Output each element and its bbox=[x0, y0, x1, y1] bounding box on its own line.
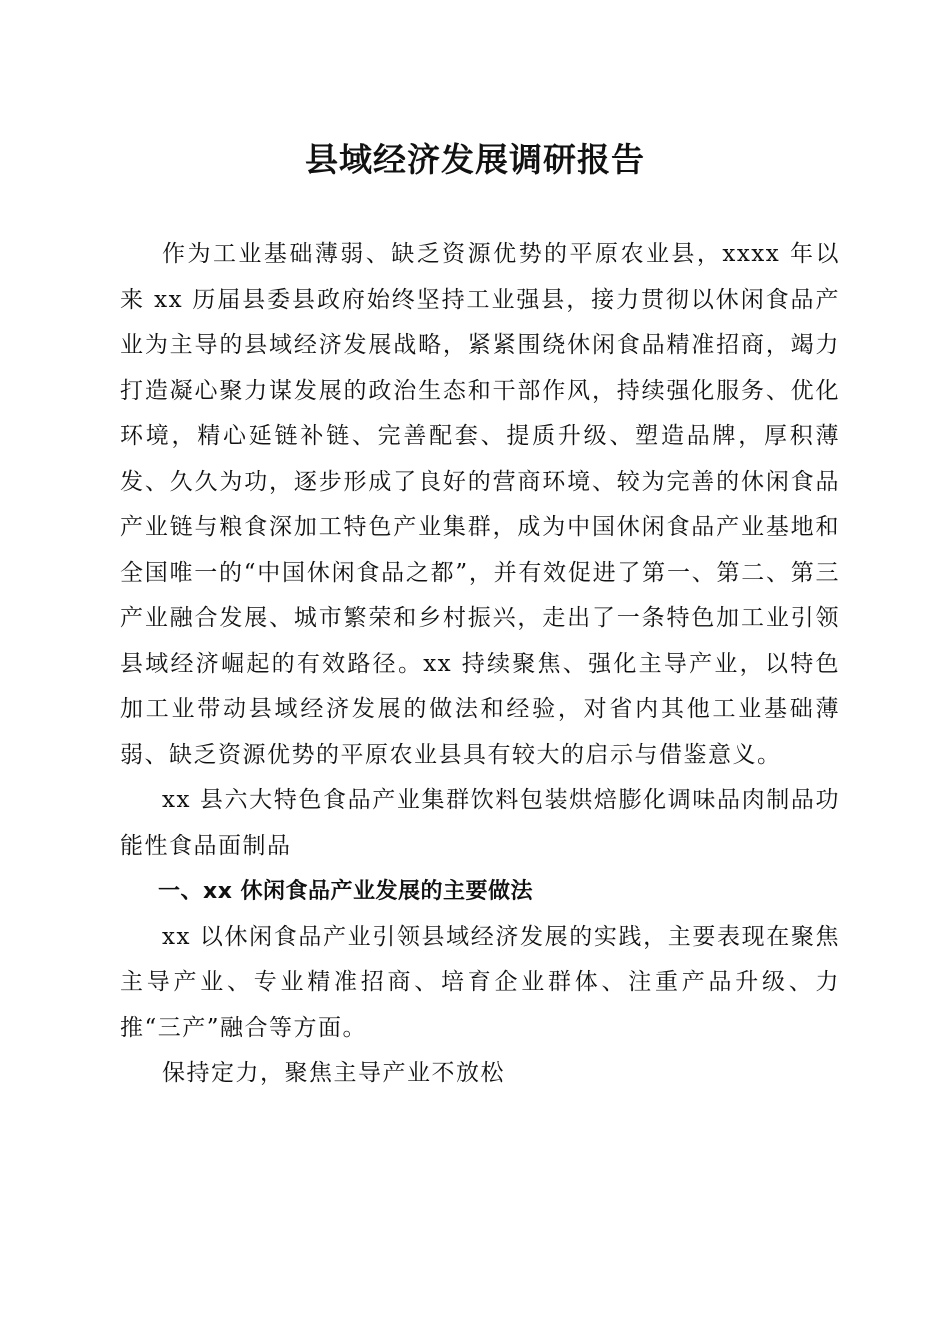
document-title: 县域经济发展调研报告 bbox=[305, 140, 645, 179]
section-paragraph: xx 以休闲食品产业引领县域经济发展的实践，主要表现在聚焦主导产业、专业精准招商、培育企业群体、注重产品升级、力推“三产”融合等方面。 bbox=[120, 923, 840, 1041]
intro-paragraph: 作为工业基础薄弱、缺乏资源优势的平原农业县，xxxx 年以来 xx 历届县委县政府始终坚持工业强县，接力贯彻以休闲食品产业为主导的县域经济发展战略，紧紧围绕休闲食品精准招商，竭力打造凝心聚力谋发展的政治生态和干部作风，持续强化服务、优化环境，精心延链补链、完善配套、提质升级、塑造品牌，厚积薄发、久久为功，逐步形成了良好的营商环境、较为完善的休闲食品产业链与粮食深加工特色产业集群，成为中国休闲食品产业基地和全国唯一的“中国休闲食品之都”，并有效促进了第一、第二、第三产业融合发展、城市繁荣和乡村振兴，走出了一条特色加工业引领县域经济崛起的有效路径。xx 持续聚焦、强化主导产业，以特色加工业带动县域经济发展的做法和经验，对省内其他工业基础薄弱、缺乏资源优势的平原农业县具有较大的启示与借鉴意义。 bbox=[120, 241, 840, 768]
industry-cluster-paragraph: xx 县六大特色食品产业集群饮料包装烘焙膨化调味品肉制品功能性食品面制品 bbox=[120, 787, 840, 859]
section-heading: 一、xx 休闲食品产业发展的主要做法 bbox=[158, 879, 534, 904]
document-body bbox=[120, 232, 840, 1097]
subsection-paragraph: 保持定力，聚焦主导产业不放松 bbox=[162, 1060, 505, 1086]
